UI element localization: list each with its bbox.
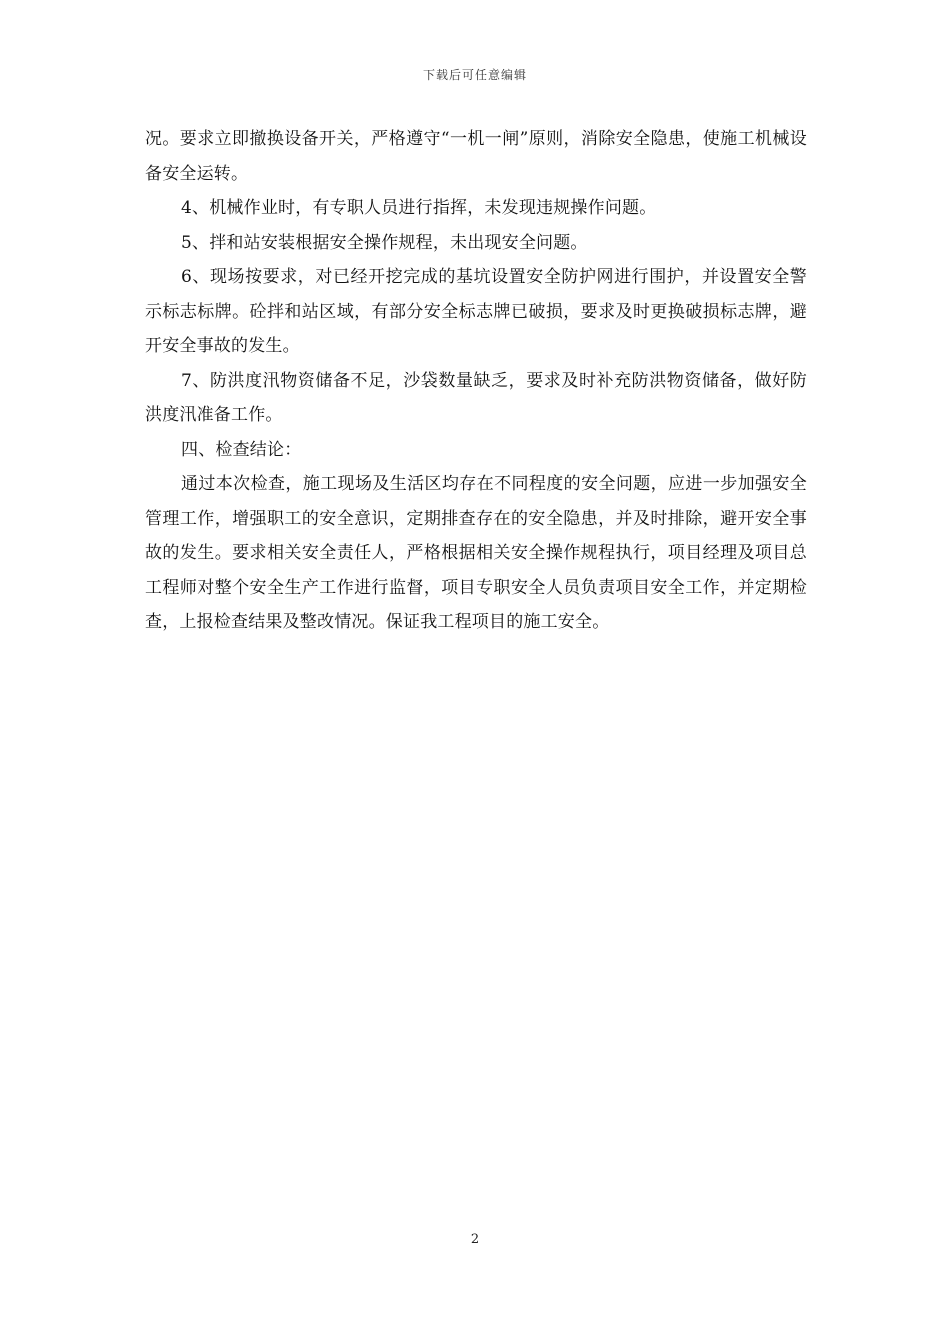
paragraph-item-6: 6、现场按要求，对已经开挖完成的基坑设置安全防护网进行围护，并设置安全警示标志标牌。砼拌和站区域，有部分安全标志牌已破损，要求及时更换破损标志牌，避开安全事故的发生。: [145, 267, 807, 356]
paragraph-conclusion: 通过本次检查，施工现场及生活区均存在不同程度的安全问题，应进一步加强安全管理工作，增强职工的安全意识，定期排查存在的安全隐患，并及时排除，避开安全事故的发生。要求相关安全责任人，严格根据相关安全操作规程执行，项目经理及项目总工程师对整个安全生产工作进行监督，项目专职安全人员负责项目安全工作，并定期检查，上报检查结果及整改情况。保证我工程项目的施工安全。: [145, 474, 807, 632]
section-heading-conclusion: 四、检查结论：: [181, 439, 302, 460]
paragraph-item-5: 5、拌和站安装根据安全操作规程，未出现安全问题。: [181, 232, 588, 253]
page-header: 下载后可任意编辑: [422, 68, 527, 82]
page-number: 2: [470, 1232, 480, 1247]
document-body: [145, 122, 807, 640]
paragraph-continuation: 况。要求立即撤换设备开关，严格遵守“一机一闸”原则，消除安全隐患，使施工机械设备安全运转。: [145, 129, 807, 184]
paragraph-item-7: 7、防洪度汛物资储备不足，沙袋数量缺乏，要求及时补充防洪物资储备，做好防洪度汛准备工作。: [145, 370, 807, 425]
paragraph-item-4: 4、机械作业时，有专职人员进行指挥，未发现违规操作问题。: [181, 198, 657, 218]
